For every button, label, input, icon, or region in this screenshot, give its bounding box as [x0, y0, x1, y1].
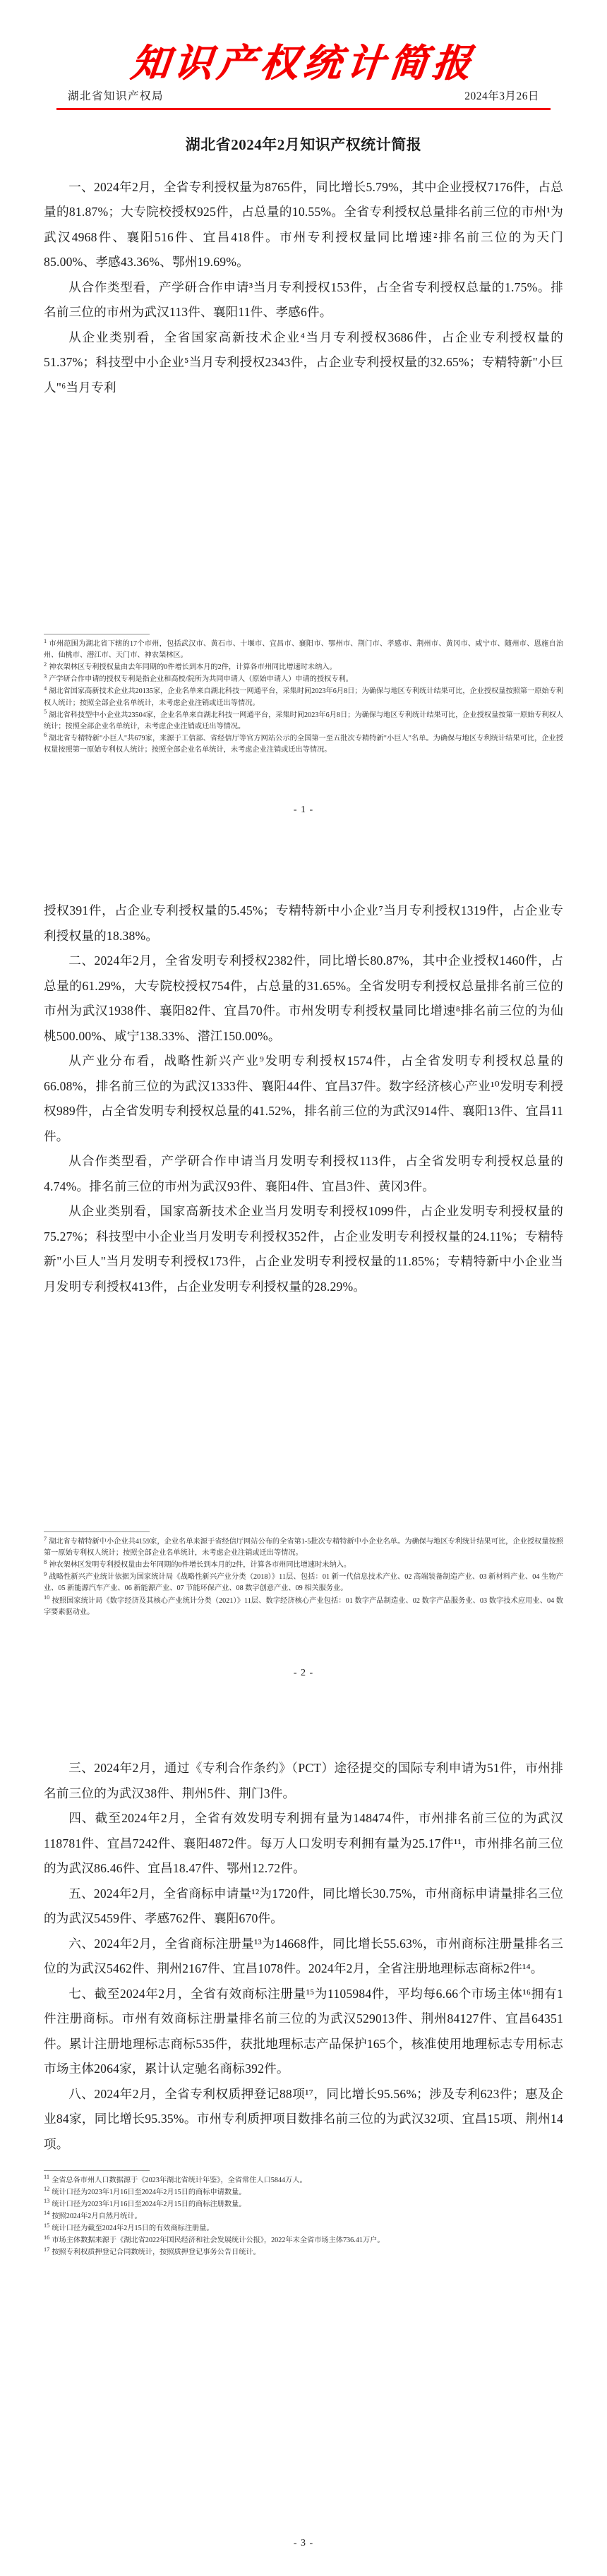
footnote-text: 市场主体数据来源于《湖北省2022年国民经济和社会发展统计公报》，2022年末全省市场主体736.41万户。	[52, 2237, 385, 2245]
footnote-text: 统计口径为截至2024年2月15日的有效商标注册量。	[52, 2224, 214, 2232]
footnote-text: 神农架林区发明专利授权量由去年同期的0件增长到本月的2件，计算各市州同比增速时未纳入。	[49, 1561, 351, 1570]
footnote-number: 13	[44, 2198, 50, 2205]
paragraph: 从合作类型看，产学研合作申请³当月专利授权153件，占全省专利授权总量的1.75%。排名前三位的市州为武汉113件、襄阳11件、孝感6件。	[44, 279, 563, 320]
paragraph: 八、2024年2月，全省专利权质押登记88项¹⁷，同比增长95.56%；涉及专利623件；惠及企业84家，同比增长95.35%。市州专利质押项目数排名前三位的为武汉32项、宜昌15项、荆州14项。	[44, 2086, 563, 2151]
issue-date: 2024年3月26日	[464, 90, 539, 102]
footnote-number: 4	[44, 685, 47, 692]
paragraph: 从企业类别看，全省国家高新技术企业⁴当月专利授权3686件，占企业专利授权量的51.37%；科技型中小企业⁵当月专利授权2343件，占企业专利授权量的32.65%；专精特新"小巨人"⁶当月专利	[44, 330, 563, 395]
footnote-item	[44, 2187, 563, 2198]
footnote-item	[44, 2247, 563, 2258]
footnote-number: 15	[44, 2222, 50, 2229]
footnote-text: 湖北省国家高新技术企业共20135家，企业名单来自湖北科技一网通平台，采集时间2023年6月8日；为确保与地区专利统计结果可比，企业授权量按照第一原始专利权人统计；按照全部企业名单统计，未考虑企业注销或迁出等情况。	[44, 687, 563, 707]
footnote-text: 市州范围为湖北省下辖的17个市州，包括武汉市、黄石市、十堰市、宜昌市、襄阳市、鄂州市、荆门市、孝感市、荆州市、黄冈市、咸宁市、随州市、恩施自治州、仙桃市、潜江市、天门市、神农架林区。	[44, 640, 563, 660]
footnote-text: 湖北省专精特新中小企业共4159家，企业名单来源于省经信厅网站公布的全省第1-5批次专精特新中小企业名单。为确保与地区专利统计结果可比，企业授权量按照第一原始专利权人统计；按照全部企业名单统计，未考虑企业注销或迁出等情况。	[44, 1538, 563, 1558]
paragraph: 从合作类型看，产学研合作申请当月发明专利授权113件，占全省发明专利授权总量的4.74%。排名前三位的市州为武汉93件、襄阳4件、宜昌3件、黄冈3件。	[44, 1154, 563, 1193]
footnote-text: 湖北省专精特新"小巨人"共679家，来源于工信部、省经信厅等官方网站公示的全国第一至五批次专精特新"小巨人"名单。为确保与地区专利统计结果可比，企业授权量按照第一原始专利权人统计；按照全部企业名单统计，未考虑企业注销或迁出等情况。	[44, 734, 563, 754]
footnote-item	[44, 1596, 563, 1618]
masthead	[44, 0, 563, 85]
paragraph: 一、2024年2月，全省专利授权量为8765件，同比增长5.79%，其中企业授权7176件，占总量的81.87%；大专院校授权925件，占总量的10.55%。全省专利授权总量排名前三位的市州¹为武汉4968件、襄阳516件、宜昌418件。市州专利授权量同比增速²排名前三位的为天门85.00%、孝感43.36%、鄂州19.69%。	[44, 179, 563, 270]
footnotes-block	[44, 634, 563, 757]
paragraph: 从产业分布看，战略性新兴产业⁹发明专利授权1574件，占全省发明专利授权总量的66.08%，排名前三位的为武汉1333件、襄阳44件、宜昌37件。数字经济核心产业¹⁰发明专利授权989件，占全省发明专利授权总量的41.52%，排名前三位的为武汉914件、襄阳13件、宜昌11件。	[44, 1054, 563, 1143]
footnote-number: 9	[44, 1570, 47, 1577]
footnote-number: 3	[44, 673, 47, 680]
footnote-item	[44, 686, 563, 709]
footnote-item	[44, 733, 563, 756]
paragraph: 授权391件，占企业专利授权量的5.45%；专精特新中小企业⁷当月专利授权1319件，占企业专利授权量的18.38%。	[44, 903, 563, 943]
paragraph: 四、截至2024年2月，全省有效发明专利拥有量为148474件，市州排名前三位的为武汉118781件、宜昌7242件、襄阳4872件。每万人口发明专利拥有量为25.17件¹¹，市州排名前三位的为武汉86.46件、宜昌18.47件、鄂州12.72件。	[44, 1811, 563, 1876]
footnote-number: 14	[44, 2210, 50, 2217]
page-3	[0, 1715, 607, 2576]
footnote-item	[44, 674, 563, 685]
footnote-item	[44, 1536, 563, 1559]
footnote-text: 统计口径为2023年1月16日至2024年2月15日的商标申请数量。	[52, 2188, 246, 2196]
footnote-item	[44, 2175, 563, 2186]
page-number: - 3 -	[293, 2538, 314, 2548]
footnote-number: 16	[44, 2234, 50, 2241]
page-number: - 2 -	[293, 1668, 314, 1678]
footnote-text: 湖北省科技型中小企业共23504家，企业名单来自湖北科技一网通平台，采集时间2023年6月8日；为确保与地区专利统计结果可比，企业授权量按第一原始专利权人统计；按照全部企业名单统计，未考虑企业注销或迁出等情况。	[44, 711, 563, 730]
footnote-text: 按照专利权质押登记合同数统计，按照质押登记事务公告日统计。	[52, 2249, 260, 2257]
page-2	[0, 857, 607, 1715]
footnote-number: 5	[44, 709, 47, 716]
footnote-number: 1	[44, 637, 47, 644]
masthead-divider	[56, 108, 551, 110]
footnote-text: 统计口径为2023年1月16日至2024年2月15日的商标注册数量。	[52, 2200, 246, 2208]
masthead-title: 知识产权统计简报	[128, 40, 479, 85]
footnote-divider	[44, 2170, 150, 2171]
footnote-item	[44, 2211, 563, 2222]
footnote-number: 12	[44, 2186, 50, 2193]
footnote-divider	[44, 1531, 150, 1532]
footnote-text: 神农架林区专利授权量由去年同期的0件增长到本月的2件，计算各市州同比增速时未纳入。	[49, 663, 337, 672]
paragraph: 三、2024年2月，通过《专利合作条约》（PCT）途径提交的国际专利申请为51件，市州排名前三位的为武汉38件、荆州5件、荆门3件。	[44, 1761, 563, 1800]
footnote-number: 6	[44, 732, 47, 739]
footnote-number: 2	[44, 661, 47, 668]
footnote-item	[44, 2223, 563, 2234]
footnote-text: 战略性新兴产业统计依据为国家统计局《战略性新兴产业分类（2018）》11层、包括：01 新一代信息技术产业、02 高端装备制造产业、03 新材料产业、04 生物产业、05 新能源汽车产业、06 新能源产业、07 节能环保产业、08 数字创意产业、09 相关服务业。	[44, 1573, 563, 1593]
footnote-text: 按照国家统计局《数字经济及其核心产业统计分类（2021）》11层、数字经济核心产业包括：01 数字产品制造业、02 数字产品服务业、03 数字技术应用业、04 数字要素驱动业。	[44, 1596, 563, 1616]
footnote-item	[44, 2235, 563, 2246]
footnote-item	[44, 2199, 563, 2210]
paragraph: 七、截至2024年2月，全省有效商标注册量¹⁵为1105984件，平均每6.66个市场主体¹⁶拥有1件注册商标。市州有效商标注册量排名前三位的为武汉529013件、荆州84127件、宜昌64351件。累计注册地理标志商标535件，获批地理标志产品保护165个，核准使用地理标志专用标志市场主体2064家，累计认定驰名商标392件。	[44, 1986, 563, 2076]
footnote-item	[44, 639, 563, 661]
footnote-text: 按照2024年2月自然月统计。	[52, 2212, 142, 2220]
issuing-organization: 湖北省知识产权局	[68, 90, 164, 102]
footnote-text: 全省总各市州人口数据源于《2023年湖北省统计年鉴》，全省常住人口5844万人。	[52, 2176, 307, 2184]
footnote-number: 10	[44, 1594, 50, 1601]
footnote-item	[44, 662, 563, 673]
footnote-number: 17	[44, 2246, 50, 2253]
page-number: - 1 -	[293, 805, 314, 815]
paragraph: 五、2024年2月，全省商标申请量¹²为1720件，同比增长30.75%，市州商标申请量排名三位的为武汉5459件、孝感762件、襄阳670件。	[44, 1886, 563, 1926]
footnote-number: 8	[44, 1558, 47, 1565]
footnote-text: 产学研合作申请的授权专利是指企业和高校/院所为共同申请人（原始申请人）申请的授权专利。	[49, 675, 353, 684]
footnote-item	[44, 1560, 563, 1571]
footnote-number: 7	[44, 1535, 47, 1542]
footnotes-block	[44, 1531, 563, 1619]
page-title: 湖北省2024年2月知识产权统计简报	[185, 136, 422, 153]
footnote-item	[44, 710, 563, 733]
paragraph: 六、2024年2月，全省商标注册量¹³为14668件，同比增长55.63%，市州商标注册量排名三位的为武汉5462件、荆州2167件、宜昌1078件。2024年2月，全省注册地理标志商标2件¹⁴。	[44, 1936, 563, 1976]
footnote-item	[44, 1572, 563, 1594]
footnote-number: 11	[44, 2174, 50, 2181]
paragraph: 从企业类别看，国家高新技术企业当月发明专利授权1099件，占企业发明专利授权量的75.27%；科技型中小企业当月发明专利授权352件，占企业发明专利授权量的24.11%；专精特新"小巨人"当月发明专利授权173件，占企业发明专利授权量的11.85%；专精特新中小企业当月发明专利授权413件，占企业发明专利授权量的28.29%。	[44, 1204, 563, 1294]
page-1	[0, 0, 607, 857]
paragraph: 二、2024年2月，全省发明专利授权2382件，同比增长80.87%，其中企业授权1460件，占总量的61.29%，大专院校授权754件，占总量的31.65%。全省发明专利授权总量排名前三位的市州为武汉1938件、襄阳82件、宜昌70件。市州发明专利授权量同比增速⁸排名前三位的为仙桃500.00%、咸宁138.33%、潜江150.00%。	[44, 953, 563, 1043]
footnotes-block	[44, 2170, 563, 2259]
